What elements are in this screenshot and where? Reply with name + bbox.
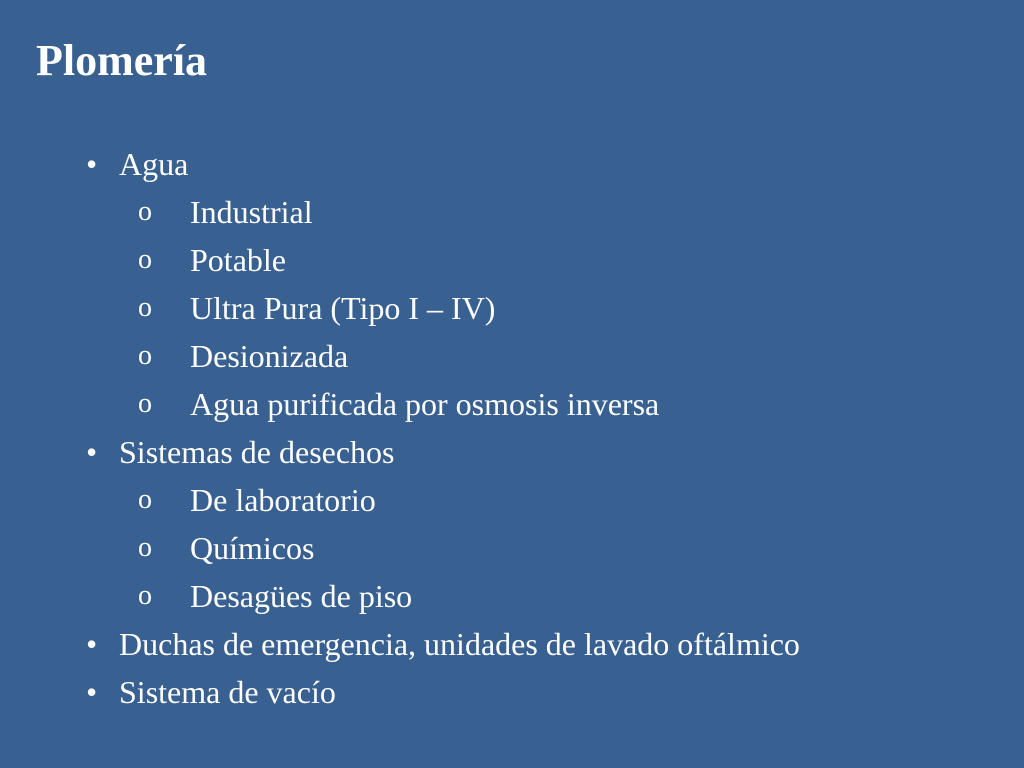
sub-item-text: De laboratorio (190, 482, 376, 518)
sub-item-desionizada (86, 332, 1006, 380)
sub-item-potable (86, 236, 1006, 284)
bullet-text: Sistemas de desechos (119, 434, 395, 470)
sub-item-text: Potable (190, 242, 286, 278)
sub-item-text: Desionizada (190, 338, 349, 374)
sub-item-ultra-pura (86, 284, 1006, 332)
bullet-text: Sistema de vacío (119, 674, 336, 710)
bullet-item-duchas-emergencia (86, 620, 1006, 668)
bullet-text: Agua (119, 146, 189, 182)
sub-bullet-marker: o (138, 388, 152, 419)
sub-item-text: Químicos (190, 530, 315, 566)
sub-bullet-marker: o (138, 484, 152, 515)
sub-bullet-marker: o (138, 532, 152, 563)
bullet-marker: • (86, 626, 98, 662)
sub-bullet-marker: o (138, 244, 152, 275)
sub-bullet-marker: o (138, 340, 152, 371)
bullet-item-sistema-vacio (86, 668, 1006, 716)
sub-item-laboratorio (86, 476, 1006, 524)
sub-item-text: Desagües de piso (190, 578, 413, 614)
sub-bullet-marker: o (138, 196, 152, 227)
bullet-marker: • (86, 674, 98, 710)
bullet-item-sistemas-desechos (86, 428, 1006, 476)
bullet-text: Duchas de emergencia, unidades de lavado oftálmico (119, 626, 800, 662)
bullet-marker: • (86, 434, 98, 470)
bullet-list (86, 140, 1006, 716)
bullet-item-agua (86, 140, 1006, 188)
sub-bullet-marker: o (138, 580, 152, 611)
slide-title: Plomería (36, 36, 208, 85)
sub-item-text: Industrial (190, 194, 313, 230)
bullet-marker: • (86, 146, 98, 182)
sub-item-osmosis-inversa (86, 380, 1006, 428)
sub-item-desagues-piso (86, 572, 1006, 620)
sub-item-text: Ultra Pura (Tipo I – IV) (190, 290, 496, 326)
sub-item-quimicos (86, 524, 1006, 572)
sub-item-text: Agua purificada por osmosis inversa (190, 386, 660, 422)
sub-bullet-marker: o (138, 292, 152, 323)
sub-item-industrial (86, 188, 1006, 236)
